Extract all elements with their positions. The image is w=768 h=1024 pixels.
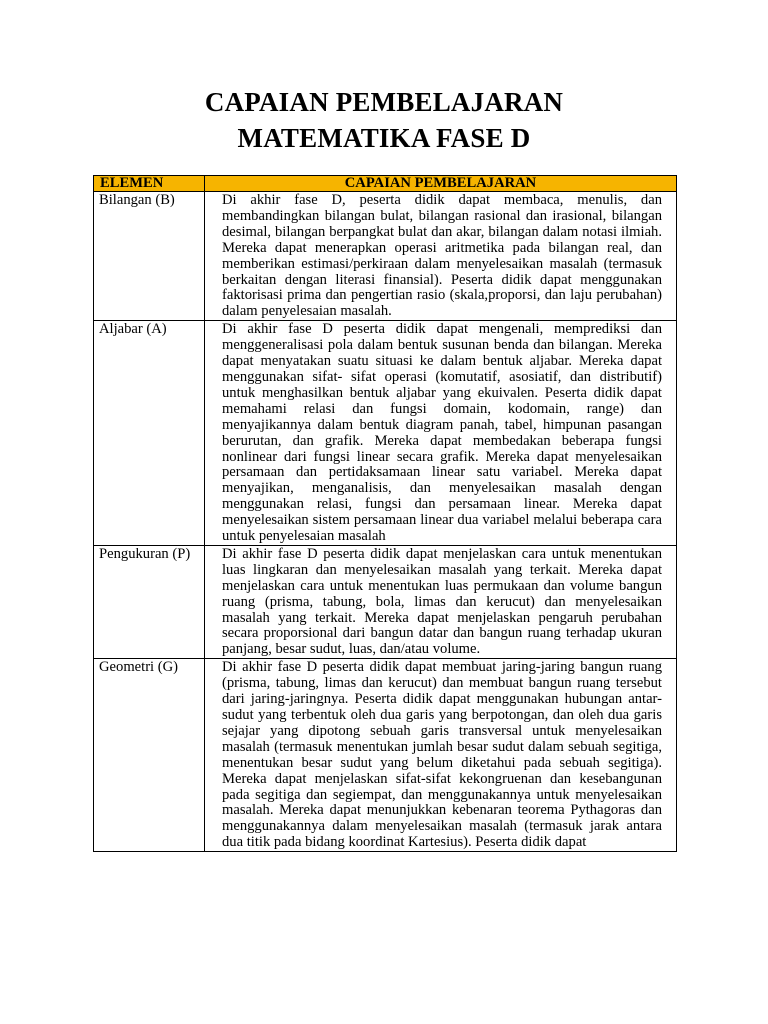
document-title — [0, 84, 768, 156]
row-description-aljabar: Di akhir fase D peserta didik dapat mengenali, memprediksi dan menggeneralisasi pola dalam bentuk susunan benda dan bilangan. Mereka dapat menyatakan suatu situasi ke dalam bentuk aljabar. Mereka dapat menggunakan sifat- sifat operasi (komutatif, asosiatif, dan distributif) untuk menghasilkan bentuk aljabar yang ekuivalen. Peserta didik dapat memahami relasi dan fungsi domain, kodomain, range) dan menyajikannya dalam bentuk diagram panah, tabel, himpunan pasangan berurutan, dan grafik. Mereka dapat membedakan beberapa fungsi nonlinear dari fungsi linear secara grafik. Mereka dapat menyelesaikan persamaan dan pertidaksamaan linear satu variabel. Mereka dapat menyajikan, menganalisis, dan menyelesaikan masalah dengan menggunakan relasi, fungsi dan persamaan linear. Mereka dapat menyelesaikan sistem persamaan linear dua variabel melalui beberapa cara untuk penyelesaian masalah — [205, 321, 677, 546]
row-element-pengukuran: Pengukuran (P) — [94, 545, 205, 658]
row-description-geometri: Di akhir fase D peserta didik dapat membuat jaring-jaring bangun ruang (prisma, tabung, limas dan kerucut) dan membuat bangun ruang tersebut dari jaring-jaringnya. Peserta didik dapat menggunakan hubungan antar-sudut yang terbentuk oleh dua garis yang berpotongan, dan oleh dua garis sejajar yang dipotong sebuah garis transversal untuk menyelesaikan masalah (termasuk menentukan jumlah besar sudut dalam sebuah segitiga, menentukan besar sudut yang belum diketahui pada sebuah segitiga). Mereka dapat menjelaskan sifat-sifat kekongruenan dan kesebangunan pada segitiga dan segiempat, dan menggunakannya untuk menyelesaikan masalah. Mereka dapat menunjukkan kebenaran teorema Pythagoras dan menggunakannya dalam menyelesaikan masalah (termasuk jarak antara dua titik pada bidang koordinat Kartesius). Peserta didik dapat — [222, 660, 662, 851]
learning-outcomes-table — [93, 175, 677, 852]
row-element-aljabar: Aljabar (A) — [94, 321, 205, 546]
row-description-bilangan: Di akhir fase D, peserta didik dapat membaca, menulis, dan membandingkan bilangan bulat, bilangan rasional dan irasional, bilangan desimal, bilangan berpangkat bulat dan akar, bilangan dalam notasi ilmiah. Mereka dapat menerapkan operasi aritmetika pada bilangan real, dan memberikan estimasi/perkiraan dalam menyelesaikan masalah (termasuk berkaitan dengan literasi finansial). Peserta didik dapat menggunakan faktorisasi prima dan pengertian rasio (skala,proporsi, dan laju perubahan) dalam penyelesaian masalah. — [205, 192, 677, 321]
table-row — [94, 659, 677, 852]
title-line-1: CAPAIAN PEMBELAJARAN — [204, 87, 564, 117]
row-element-bilangan: Bilangan (B) — [94, 192, 205, 321]
row-description-geometri-cell — [205, 659, 677, 852]
table-row — [94, 321, 677, 546]
header-element: ELEMEN — [94, 176, 205, 192]
header-outcomes: CAPAIAN PEMBELAJARAN — [205, 176, 677, 192]
row-description-pengukuran: Di akhir fase D peserta didik dapat menjelaskan cara untuk menentukan luas lingkaran dan menyelesaikan masalah yang terkait. Mereka dapat menjelaskan cara untuk menentukan luas permukaan dan volume bangun ruang (prisma, tabung, bola, limas dan kerucut) dan menyelesaikan masalah yang terkait. Mereka dapat menjelaskan pengaruh perubahan secara proporsional dari bangun datar dan bangun ruang terhadap ukuran panjang, besar sudut, luas, dan/atau volume. — [205, 545, 677, 658]
table-row — [94, 545, 677, 658]
table-header-row — [94, 176, 677, 192]
table-row — [94, 192, 677, 321]
row-element-geometri: Geometri (G) — [94, 659, 205, 852]
title-line-2: MATEMATIKA FASE D — [237, 123, 531, 153]
